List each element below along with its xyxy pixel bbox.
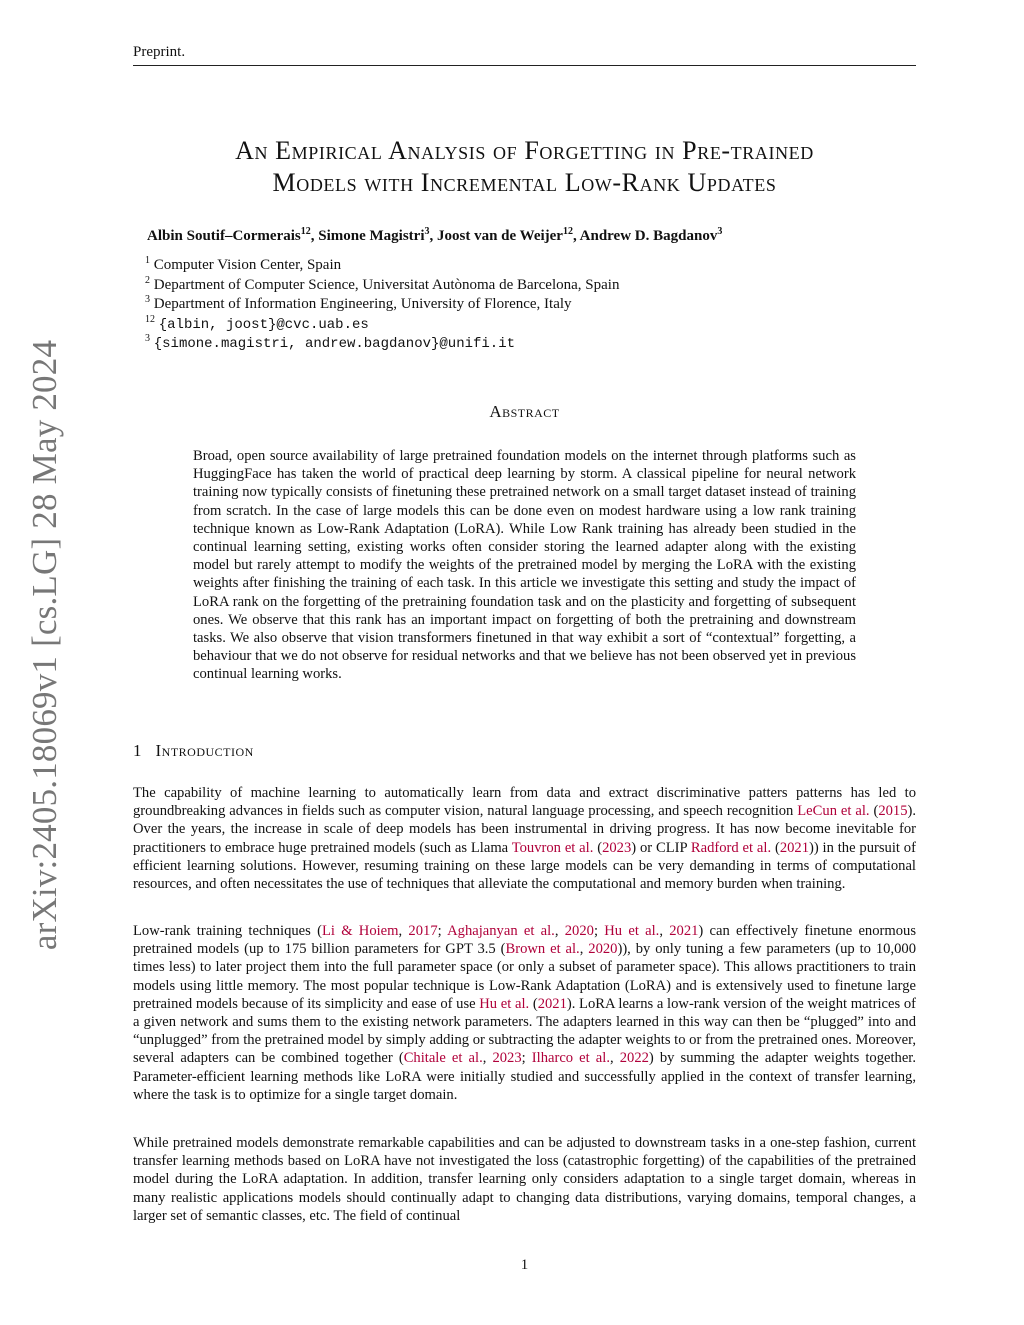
author-name: Joost van de Weijer <box>437 228 563 244</box>
citation-link[interactable]: Brown et al. <box>505 941 580 958</box>
citation-link[interactable]: Li & Hoiem <box>321 923 399 939</box>
author-affiliation-marker: 12 <box>300 226 311 237</box>
citation-link[interactable]: 2015 <box>878 803 908 820</box>
citation-link[interactable]: Ilharco et al. <box>531 1050 610 1067</box>
citation-link[interactable]: 2020 <box>588 941 618 958</box>
paragraph-2: Low-rank training techniques (Li & Hoiem, 2017; Aghajanyan et al., 2020; Hu et al., 2021) can effectively finetune enormous pretrained models (up to 175 billion parameters for GPT 3.5 (Brown et al., 2020)), by only tuning a few parameters (up to 10,000 times less) to later project them into the full parameter space (or only a subset of parameter space). This allows practitioners to train models using little memory. The most popular technique is Low-Rank Adaptation (LoRA) and is extensively used to finetune large pretrained models because of its simplicity and ease of use Hu et al. (2021). LoRA learns a low-rank version of the weight matrices of a given network and sums them to the existing network parameters. The adapters learned in this way can then be “plugged” into and “unplugged” from the pretrained model by simply adding or subtracting the adapter weights to or from the pretrained ones. Moreover, several adapters can be combined together (Chitale et al., 2023; Ilharco et al., 2022) by summing the adapter weights together. Parameter-efficient learning methods like LoRA were initially studied and successfully applied in the context of transfer learning, where the task is to optimize for a single target domain. <box>133 923 917 1103</box>
author-affiliation-marker: 12 <box>562 226 573 237</box>
citation-link[interactable]: 2021 <box>537 995 567 1012</box>
citation-link[interactable]: Hu et al. <box>479 995 530 1012</box>
affiliation-1: $^1$ Computer Vision Center, Spain <box>145 255 342 273</box>
author-name: Andrew D. Bagdanov <box>579 228 718 244</box>
abstract-body: Broad, open source availability of large pretrained foundation models on the internet through platforms such as HuggingFace has taken the world of practical deep learning by storm. A classical pipeline for neural network training now typically consists of finetuning these pretrained network on a small target dataset instead of training from scratch. In the case of large models this can be done even on modest hardware using a low rank training technique known as Low-Rank Adaptation (LoRA). While Low Rank training has already been studied in the continual learning setting, existing works often consider storing the learned adapter along with the existing model but rarely attempt to modify the weights of the pretrained model by merging the LoRA with the existing weights after finishing the training of each task. In this article we investigate this setting and study the impact of LoRA rank on the forgetting of the pretraining foundation task and on the plasticity and forgetting of subsequent ones. We observe that this rank has an important impact on forgetting of both the pretraining and downstream tasks. We also observe that vision transformers finetuned in that way exhibit a sort of “contextual” forgetting, a behaviour that we do not observe for residual networks and that we believe has not been observed yet in previous continual learning works. <box>193 448 856 683</box>
preprint-label: Preprint. <box>133 44 186 60</box>
affiliation-3: $^3$ Department of Information Engineering, University of Florence, Italy <box>145 294 572 312</box>
title-line-1: An Empirical Analysis of Forgetting in Pre-trained <box>235 136 814 165</box>
paragraph-1: The capability of machine learning to automatically learn from data and extract discriminative patters patterns has led to groundbreaking advances in fields such as computer vision, natural language processing, and speech recognition LeCun et al. (2015). Over the years, the increase in scale of deep models has been instrumental in driving progress. It has now become inevitable for practitioners to embrace huge pretrained models (such as Llama Touvron et al. (2023) or CLIP Radford et al. (2021)) in the pursuit of efficient learning solutions. However, resuming training on these large models can be very demanding in terms of computational resources, and often necessitates the use of techniques that alleviate the computational and memory burden when training. <box>133 785 917 893</box>
citation-link[interactable]: Hu et al. <box>604 923 660 939</box>
citation-link[interactable]: Radford et al. <box>690 839 772 856</box>
citation-link[interactable]: 2017 <box>408 923 438 939</box>
email-address[interactable]: {simone.magistri, andrew.bagdanov}@unifi.it <box>153 336 516 352</box>
citation-link[interactable]: 2020 <box>564 923 594 939</box>
citation-link[interactable]: 2021 <box>779 839 809 856</box>
section-number: 1 <box>133 741 142 760</box>
citation-link[interactable]: 2021 <box>669 923 699 939</box>
citation-link[interactable]: Touvron et al. <box>511 839 594 856</box>
citation-link[interactable]: LeCun et al. <box>797 803 870 820</box>
paragraph-3: While pretrained models demonstrate remarkable capabilities and can be adjusted to downstream tasks in a one-step fashion, current transfer learning methods based on LoRA have not investigated the loss (catastrophic forgetting) of the capabilities of the pretrained model during the LoRA adaptation. In addition, transfer learning only considers adaptation to a single target domain, whereas in many realistic applications models should continually adapt to changing data distributions, varying domains, temporal changes, a larger set of semantic classes, etc. The field of continual <box>133 1135 916 1224</box>
affiliations <box>145 257 619 355</box>
title-line-2: Models with Incremental Low-Rank Updates <box>272 168 777 197</box>
author-affiliation-marker: 3 <box>424 226 430 237</box>
citation-link[interactable]: 2022 <box>619 1050 649 1067</box>
email-address[interactable]: {albin, joost}@cvc.uab.es <box>158 316 369 333</box>
header-rule <box>133 65 916 66</box>
arxiv-identifier[interactable]: arXiv:2405.18069v1 [cs.LG] 28 May 2024 <box>25 339 64 951</box>
affiliation-2: $^2$ Department of Computer Science, Universitat Autònoma de Barcelona, Spain <box>145 274 620 293</box>
author-name: Albin Soutif–Cormerais <box>147 228 301 244</box>
page-number: 1 <box>520 1257 529 1273</box>
paper-title <box>133 135 916 199</box>
author-name: Simone Magistri <box>318 228 425 244</box>
author-list: Albin Soutif–Cormerais$^{12}$, Simone Magistri$^3$, Joost van de Weijer$^{12}$, Andrew D. Bagdanov$^3$ <box>147 226 723 244</box>
citation-link[interactable]: 2023 <box>492 1050 522 1067</box>
citation-link[interactable]: Aghajanyan et al. <box>447 923 555 939</box>
section-heading-introduction <box>133 741 254 761</box>
citation-link[interactable]: 2023 <box>602 839 632 856</box>
section-title: Introduction <box>155 741 254 760</box>
author-affiliation-marker: 3 <box>717 226 723 237</box>
email-line-1: $^{12}$ {albin, joost}@cvc.uab.es <box>145 313 369 333</box>
citation-link[interactable]: Chitale et al. <box>403 1050 483 1067</box>
email-line-2: $^3$ {simone.magistri, andrew.bagdanov}@unifi.it <box>145 333 516 352</box>
abstract-heading: Abstract <box>489 402 560 421</box>
